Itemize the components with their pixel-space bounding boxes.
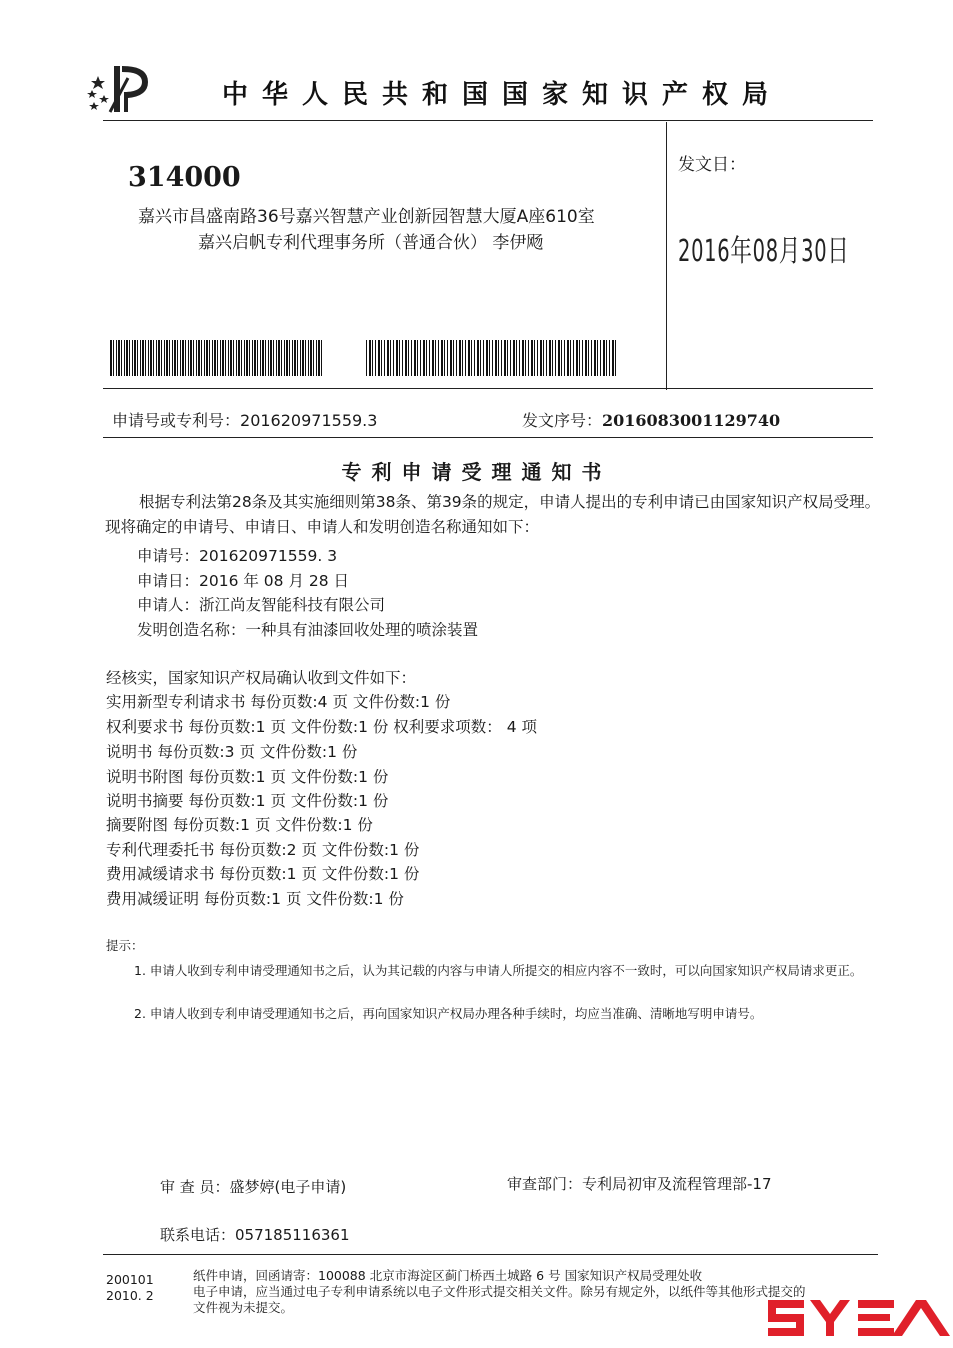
contact-phone: 联系电话：057185116361 bbox=[160, 1226, 350, 1244]
file-item: 权利要求书 每份页数:1 页 文件份数:1 份 权利要求项数： 4 项 bbox=[106, 718, 538, 736]
form-code: 200101 bbox=[106, 1272, 154, 1287]
field-applicant: 申请人：浙江尚友智能科技有限公司 bbox=[137, 596, 386, 614]
file-item: 说明书摘要 每份页数:1 页 文件份数:1 份 bbox=[106, 792, 389, 810]
application-number-row bbox=[112, 408, 377, 431]
issue-date-label: 发文日： bbox=[678, 155, 746, 175]
footer-electronic-notice: 电子申请，应当通过电子专利申请系统以电子文件形式提交相关文件。除另有规定外，以纸件等其他形式提交的 bbox=[193, 1284, 806, 1299]
file-item: 专利代理委托书 每份页数:2 页 文件份数:1 份 bbox=[106, 841, 420, 859]
footer-electronic-notice-end: 文件视为未提交。 bbox=[193, 1300, 294, 1315]
serial-number: 2016083001129740 bbox=[602, 411, 781, 430]
syea-watermark-logo bbox=[764, 1290, 952, 1344]
tips-heading: 提示： bbox=[106, 938, 144, 953]
notice-intro: 根据专利法第28条及其实施细则第38条、第39条的规定，申请人提出的专利申请已由国家知识产权局受理。现将确定的申请号、申请日、申请人和发明创造名称通知如下： bbox=[105, 493, 881, 536]
form-version: 2010. 2 bbox=[106, 1288, 154, 1303]
header-divider bbox=[666, 122, 667, 390]
file-item: 费用减缓证明 每份页数:1 页 文件份数:1 份 bbox=[106, 890, 404, 908]
issue-date: 2016年08月30日 bbox=[678, 234, 850, 269]
postal-code: 314000 bbox=[128, 162, 241, 193]
file-item: 说明书附图 每份页数:1 页 文件份数:1 份 bbox=[106, 768, 389, 786]
office-name: 中华人民共和国国家知识产权局 bbox=[222, 80, 783, 110]
ids-bottom-rule bbox=[103, 437, 873, 438]
cnipa-logo bbox=[84, 62, 164, 116]
confirm-heading: 经核实，国家知识产权局确认收到文件如下： bbox=[106, 669, 417, 687]
tip-item-1: 1. 申请人收到专利申请受理通知书之后，认为其记载的内容与申请人所提交的相应内容不一致时，可以向国家知识产权局请求更正。 bbox=[134, 963, 863, 978]
barcode-right bbox=[366, 340, 616, 376]
ids-top-rule bbox=[103, 388, 873, 389]
serial-number-row bbox=[522, 408, 780, 431]
footer-rule bbox=[103, 1254, 878, 1255]
examining-department: 审查部门：专利局初审及流程管理部-17 bbox=[507, 1175, 772, 1193]
field-application-number: 申请号：201620971559. 3 bbox=[137, 547, 338, 565]
application-number: 201620971559.3 bbox=[240, 411, 378, 430]
field-invention-title: 发明创造名称：一种具有油漆回收处理的喷涂装置 bbox=[137, 621, 479, 639]
notice-title: 专利申请受理通知书 bbox=[341, 460, 612, 484]
recipient-address: 嘉兴市昌盛南路36号嘉兴智慧产业创新园智慧大厦A座610室 bbox=[138, 207, 595, 227]
file-item: 费用减缓请求书 每份页数:1 页 文件份数:1 份 bbox=[106, 865, 420, 883]
tip-item-2: 2. 申请人收到专利申请受理通知书之后，再向国家知识产权局办理各种手续时，均应当准确、清晰地写明申请号。 bbox=[134, 1006, 763, 1021]
header-rule bbox=[103, 120, 873, 121]
file-item: 摘要附图 每份页数:1 页 文件份数:1 份 bbox=[106, 816, 373, 834]
file-item: 实用新型专利请求书 每份页数:4 页 文件份数:1 份 bbox=[106, 693, 451, 711]
application-number-label: 申请号或专利号： bbox=[112, 411, 241, 430]
recipient-agency: 嘉兴启帆专利代理事务所（普通合伙） 李伊飏 bbox=[198, 233, 544, 253]
footer-paper-address: 纸件申请，回函请寄：100088 北京市海淀区蓟门桥西土城路 6 号 国家知识产权局受理处收 bbox=[193, 1268, 703, 1283]
field-application-date: 申请日：2016 年 08 月 28 日 bbox=[137, 572, 350, 590]
barcode-left bbox=[110, 340, 322, 376]
file-item: 说明书 每份页数:3 页 文件份数:1 份 bbox=[106, 743, 358, 761]
examiner: 审 查 员：盛梦婷(电子申请) bbox=[160, 1178, 347, 1196]
serial-number-label: 发文序号： bbox=[522, 411, 603, 430]
